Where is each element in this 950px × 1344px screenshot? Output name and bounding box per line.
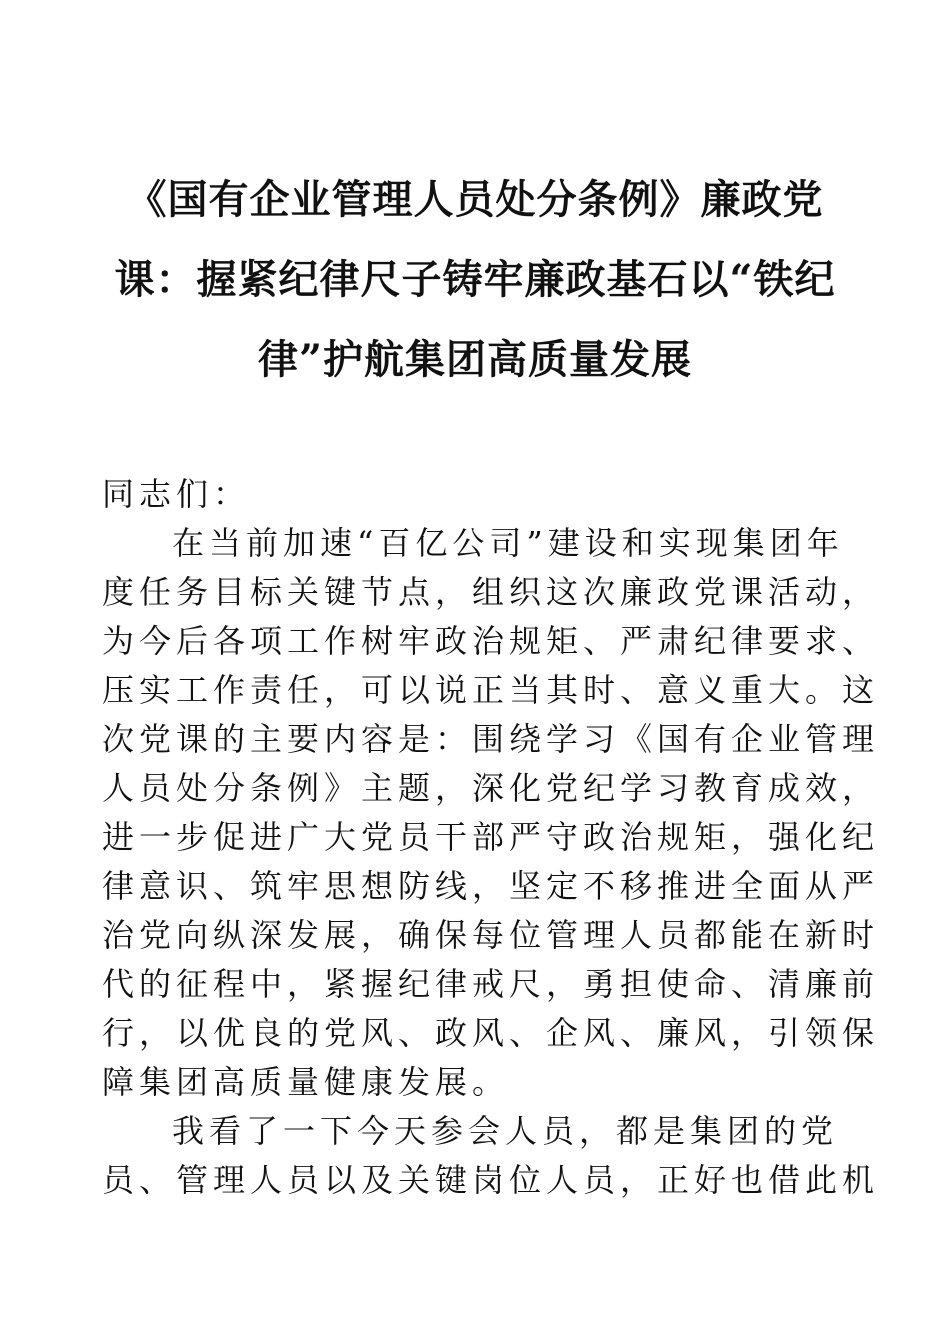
paragraph-line: 行，以优良的党风、政风、企风、廉风，引领保 [102,1014,880,1052]
paragraph-line: 进一步促进广大党员干部严守政治规矩，强化纪 [102,818,880,856]
paragraph-line: 人员处分条例》主题，深化党纪学习教育成效， [102,769,880,807]
paragraph-line: 为今后各项工作树牢政治规矩、严肃纪律要求、 [102,622,880,660]
document-body [102,470,880,1205]
paragraph-line: 员、管理人员以及关键岗位人员，正好也借此机 [102,1161,880,1199]
title-line: 律”护航集团高质量发展 [257,336,692,383]
paragraph-line: 度任务目标关键节点，组织这次廉政党课活动， [102,573,880,611]
title-line: 《国有企业管理人员处分条例》廉政党 [126,176,824,223]
paragraph-line: 次党课的主要内容是：围绕学习《国有企业管理 [102,720,880,758]
title-line: 课：握紧纪律尺子铸牢廉政基石以“铁纪 [114,256,836,303]
paragraph-line: 在当前加速“百亿公司”建设和实现集团年 [172,524,844,562]
paragraph-line: 代的征程中，紧握纪律戒尺，勇担使命、清廉前 [102,965,880,1003]
paragraph-line: 我看了一下今天参会人员，都是集团的党 [172,1112,839,1150]
paragraph-line: 治党向纵深发展，确保每位管理人员都能在新时 [102,916,880,954]
document-title [100,160,850,400]
paragraph-line: 障集团高质量健康发展。 [102,1063,510,1101]
salutation: 同志们： [102,475,251,513]
paragraph-line: 压实工作责任，可以说正当其时、意义重大。这 [102,671,880,709]
paragraph-line: 律意识、筑牢思想防线，坚定不移推进全面从严 [102,867,880,905]
